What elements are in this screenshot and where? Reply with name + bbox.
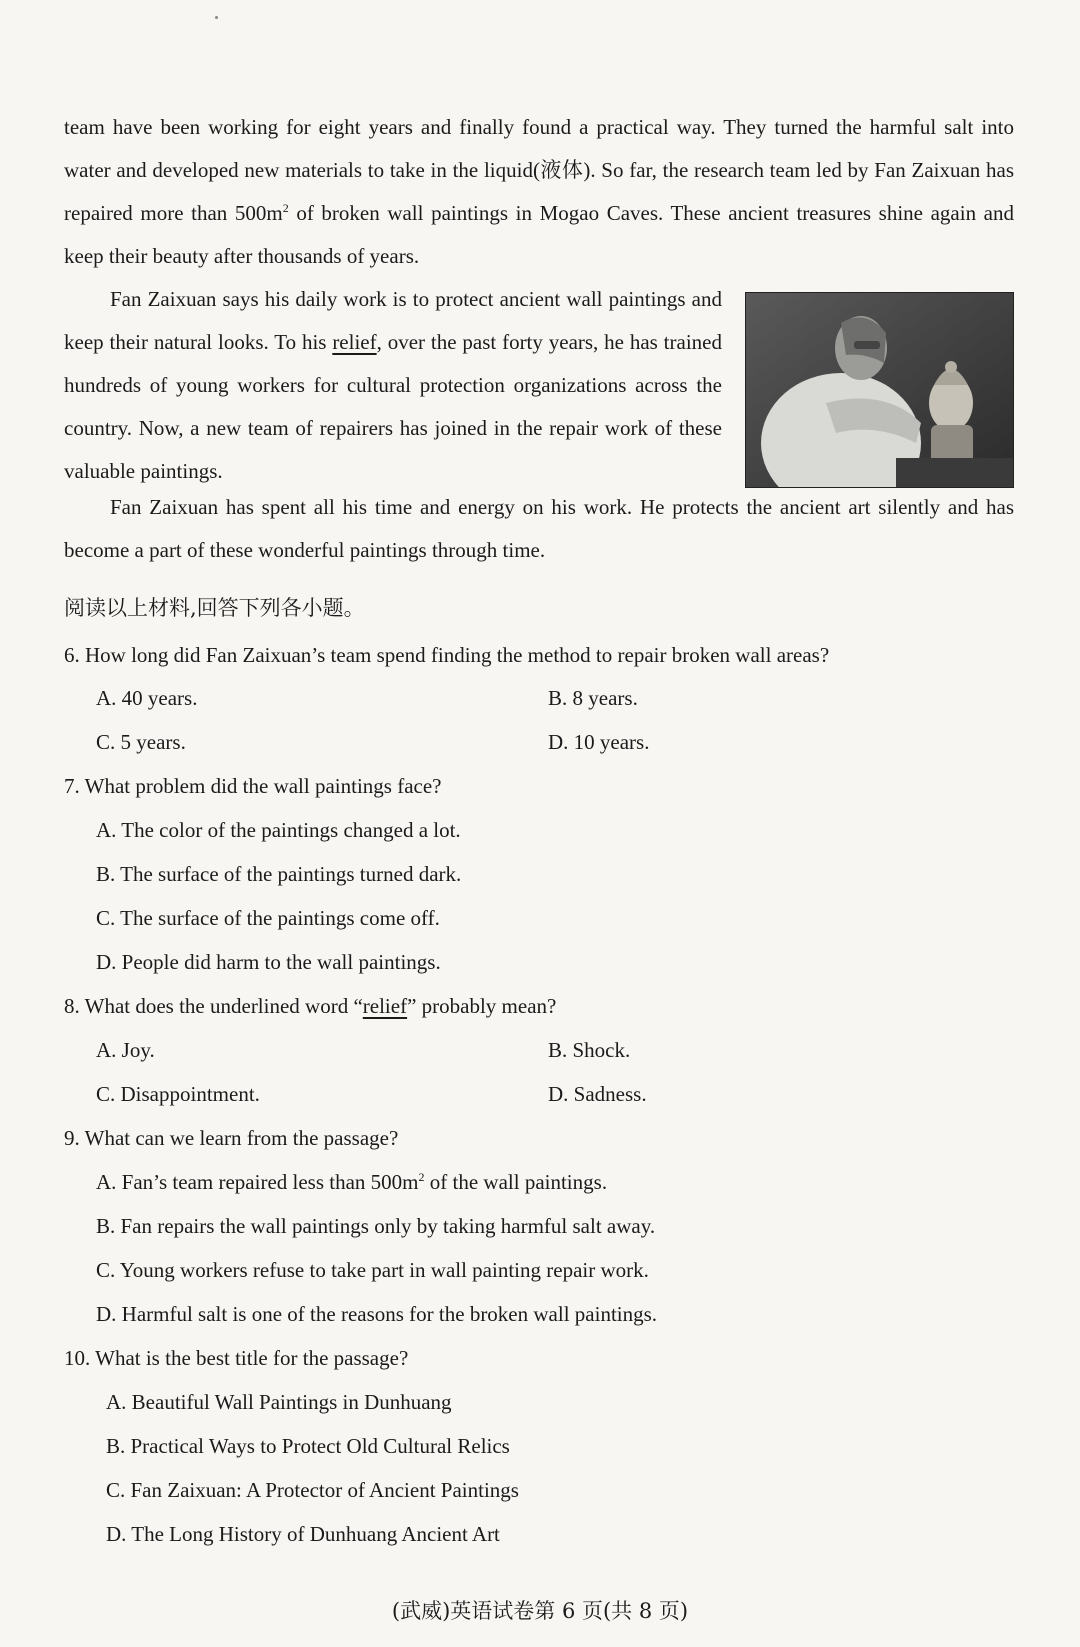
question-9-option-b[interactable]: B. Fan repairs the wall paintings only by taking harmful salt away. — [96, 1214, 656, 1238]
question-7-option-a[interactable]: A. The color of the paintings changed a lot. — [96, 818, 461, 842]
passage-paragraph-1: team have been working for eight years and finally found a practical way. They turned the harmful salt into water and developed new materials to take in the liquid(液体). So far, the research team led by Fan Zaixuan has repaired more than $500m^2$ of broken wall paintings in Mogao Caves. These ancient treasures shine again and keep their beauty after thousands of years. — [64, 115, 1014, 268]
question-6-option-d[interactable]: D. 10 years. — [548, 730, 650, 754]
question-8-option-d[interactable]: D. Sadness. — [548, 1082, 647, 1106]
instruction-text: 阅读以上材料,回答下列各小题。 — [64, 596, 365, 620]
question-6-stem: 6. How long did Fan Zaixuan’s team spend finding the method to repair broken wall areas? — [64, 643, 830, 667]
question-7-option-d[interactable]: D. People did harm to the wall paintings. — [96, 950, 441, 974]
page-footer: (武威)英语试卷第 6 页(共 8 页) — [391, 1599, 689, 1623]
photo-image — [745, 292, 1014, 488]
question-10-option-a[interactable]: A. Beautiful Wall Paintings in Dunhuang — [106, 1390, 452, 1414]
question-10-option-b[interactable]: B. Practical Ways to Protect Old Cultural Relics — [106, 1434, 510, 1458]
question-9-option-a[interactable]: A. Fan’s team repaired less than $500m^2$ of the wall paintings. — [96, 1170, 608, 1194]
question-8-option-b[interactable]: B. Shock. — [548, 1038, 631, 1062]
question-6-option-c[interactable]: C. 5 years. — [96, 730, 186, 754]
question-9-stem: 9. What can we learn from the passage? — [64, 1126, 399, 1150]
question-10-stem: 10. What is the best title for the passage? — [64, 1346, 409, 1370]
question-10-option-c[interactable]: C. Fan Zaixuan: A Protector of Ancient Paintings — [106, 1478, 519, 1502]
question-8-option-c[interactable]: C. Disappointment. — [96, 1082, 260, 1106]
question-8-option-a[interactable]: A. Joy. — [96, 1038, 155, 1062]
question-8-stem: 8. What does the underlined word “relief” probably mean? — [64, 994, 557, 1018]
question-7-stem: 7. What problem did the wall paintings face? — [64, 774, 442, 798]
photo-of-man-repairing-buddha-statue-icon — [746, 293, 1013, 487]
question-6-option-b[interactable]: B. 8 years. — [548, 686, 638, 710]
question-9-option-d[interactable]: D. Harmful salt is one of the reasons for the broken wall paintings. — [96, 1302, 658, 1326]
scan-speck — [215, 16, 218, 19]
passage-paragraph-2: Fan Zaixuan says his daily work is to protect ancient wall paintings and keep their natural looks. To his relief, over the past forty years, he has trained hundreds of young workers for cultural protection organizations across the country. Now, a new team of repairers has joined in the repair work of these valuable paintings. — [64, 287, 722, 483]
question-9-option-c[interactable]: C. Young workers refuse to take part in wall painting repair work. — [96, 1258, 649, 1282]
question-6-option-a[interactable]: A. 40 years. — [96, 686, 198, 710]
question-7-option-b[interactable]: B. The surface of the paintings turned dark. — [96, 862, 462, 886]
underlined-word-relief: relief — [332, 330, 377, 354]
question-10-option-d[interactable]: D. The Long History of Dunhuang Ancient Art — [106, 1522, 500, 1546]
question-7-option-c[interactable]: C. The surface of the paintings come off. — [96, 906, 440, 930]
underlined-word-relief: relief — [362, 994, 408, 1018]
passage-paragraph-3: Fan Zaixuan has spent all his time and energy on his work. He protects the ancient art silently and has become a part of these wonderful paintings through time. — [64, 495, 1014, 562]
